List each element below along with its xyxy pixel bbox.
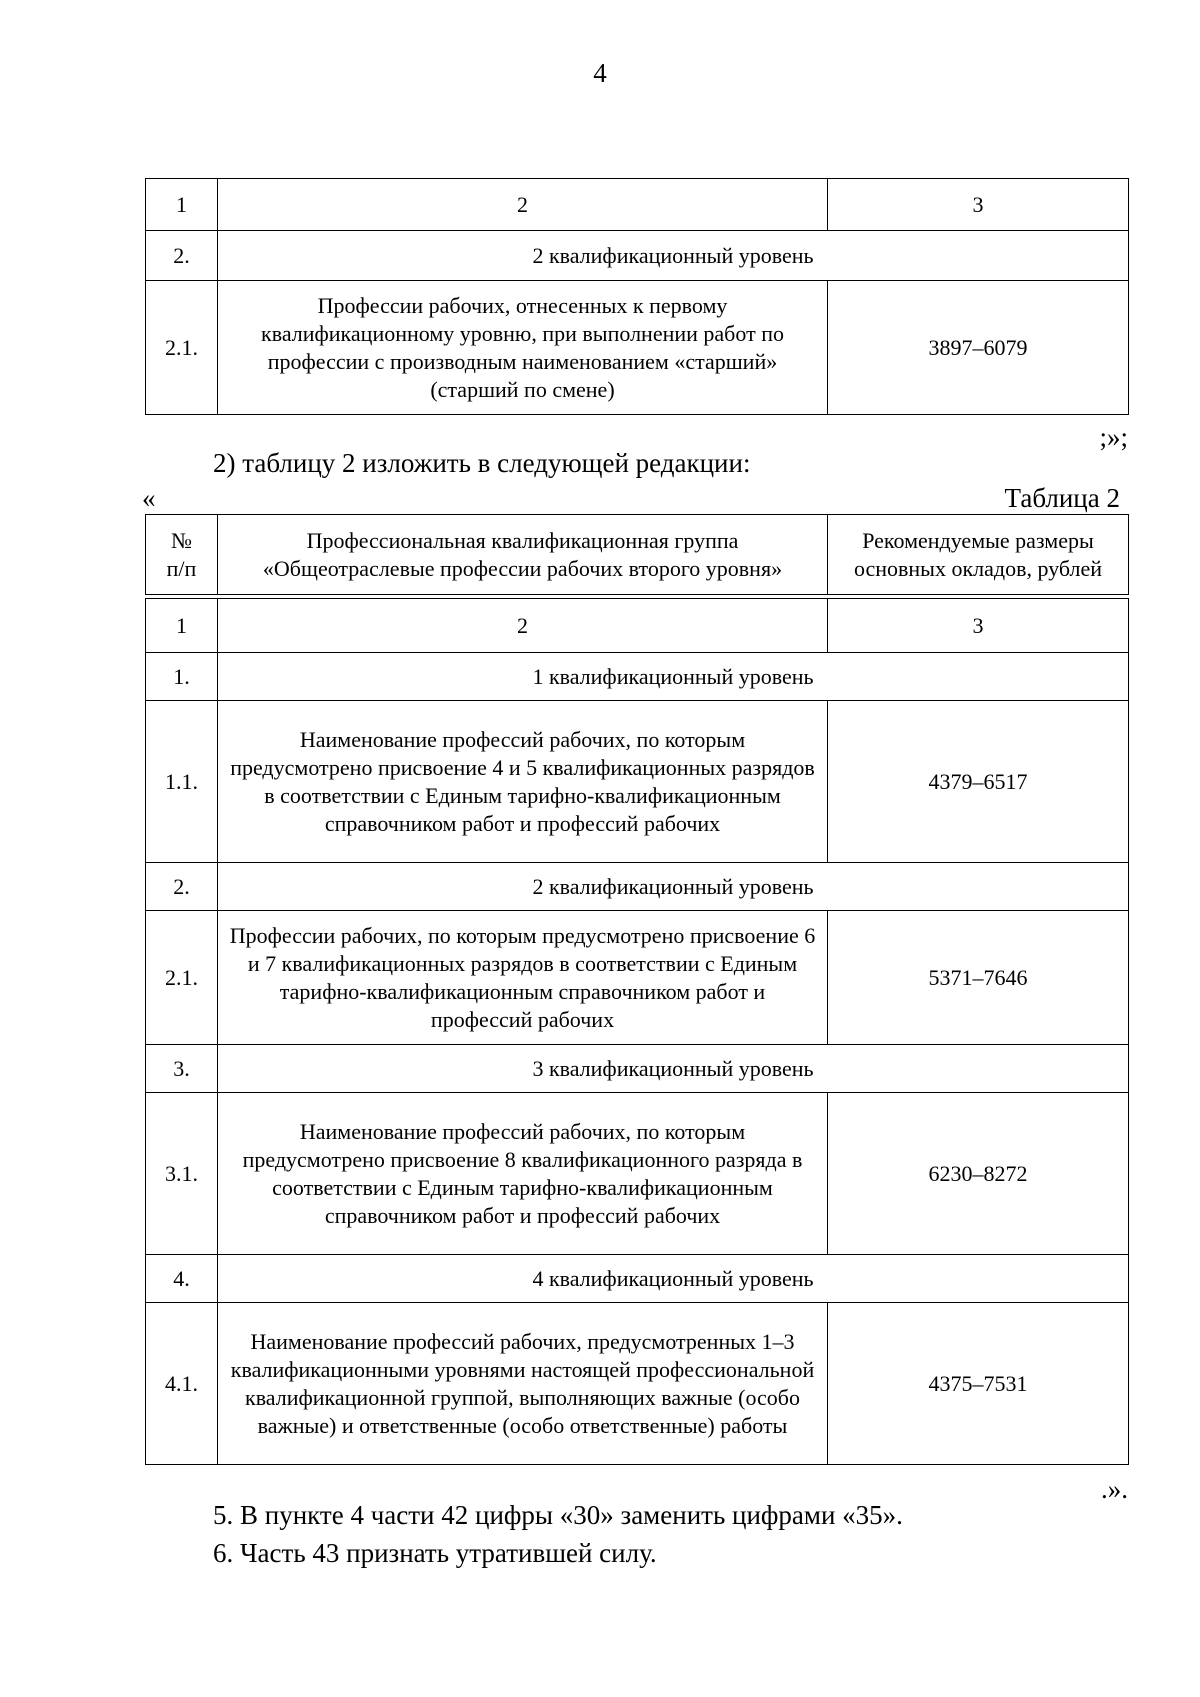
row-number-cell: 2. [146,863,218,911]
closing-quote: ;»; [1099,422,1128,452]
table-row [146,1093,1129,1255]
header-salary-cell: Рекомендуемые размеры основных окладов, рублей [828,515,1129,595]
table-row [146,599,1129,653]
paragraph-table2-intro: 2) таблицу 2 изложить в следующей редакции: [213,448,751,478]
table-continuation [145,178,1129,415]
paragraph-6: 6. Часть 43 признать утратившей силу. [213,1538,657,1568]
row-number-cell: 1. [146,653,218,701]
column-number-cell: 1 [146,599,218,653]
table-row [146,1255,1129,1303]
page-number: 4 [593,58,607,88]
profession-cell: Профессии рабочих, по которым предусмотрено присвоение 6 и 7 квалификационных разрядов в соответствии с Единым тарифно-квалификационным справочником работ и профессий рабочих [218,911,828,1045]
column-number-cell: 3 [828,599,1129,653]
table2-caption: Таблица 2 [1004,483,1120,513]
header-number-cell: № п/п [146,515,218,595]
row-number-cell: 2.1. [146,911,218,1045]
level-cell: 2 квалификационный уровень [218,231,1129,281]
profession-cell: Наименование профессий рабочих, по которым предусмотрено присвоение 8 квалификационного разряда в соответствии с Единым тарифно-квалификационным справочником работ и профессий рабочих [218,1093,828,1255]
table-row [146,179,1129,231]
salary-cell: 3897–6079 [828,281,1129,415]
table-row [146,231,1129,281]
row-number-cell: 4.1. [146,1303,218,1465]
level-cell: 4 квалификационный уровень [218,1255,1129,1303]
column-number-cell: 2 [218,179,828,231]
level-cell: 1 квалификационный уровень [218,653,1129,701]
paragraph-5: 5. В пункте 4 части 42 цифры «30» заменить цифрами «35». [213,1500,903,1530]
salary-cell: 5371–7646 [828,911,1129,1045]
table-row [146,653,1129,701]
salary-cell: 4379–6517 [828,701,1129,863]
row-number-cell: 3. [146,1045,218,1093]
profession-cell: Наименование профессий рабочих, по которым предусмотрено присвоение 4 и 5 квалификационных разрядов в соответствии с Единым тарифно-квалификационным справочником работ и профессий рабочих [218,701,828,863]
table-row [146,1045,1129,1093]
closing-quote: .». [1101,1474,1128,1504]
row-number-cell: 2. [146,231,218,281]
row-number-cell: 1.1. [146,701,218,863]
header-group-cell: Профессиональная квалификационная группа «Общеотраслевые профессии рабочих второго уровня» [218,515,828,595]
level-cell: 3 квалификационный уровень [218,1045,1129,1093]
row-number-cell: 2.1. [146,281,218,415]
salary-cell: 6230–8272 [828,1093,1129,1255]
table-row [146,911,1129,1045]
profession-cell: Наименование профессий рабочих, предусмотренных 1–3 квалификационными уровнями настоящей профессиональной квалификационной группой, выполняющих важные (особо важные) и ответственные (особо ответственные) работы [218,1303,828,1465]
table-row [146,701,1129,863]
column-number-cell: 1 [146,179,218,231]
level-cell: 2 квалификационный уровень [218,863,1129,911]
row-number-cell: 4. [146,1255,218,1303]
row-number-cell: 3.1. [146,1093,218,1255]
opening-quote: « [142,483,156,513]
table-row [146,515,1129,595]
column-number-cell: 3 [828,179,1129,231]
table-row [146,281,1129,415]
table-row [146,1303,1129,1465]
table-row [146,863,1129,911]
salary-cell: 4375–7531 [828,1303,1129,1465]
profession-cell: Профессии рабочих, отнесенных к первому квалификационному уровню, при выполнении работ по профессии с производным наименованием «старший» (старший по смене) [218,281,828,415]
table2-header [145,514,1129,595]
table2 [145,598,1129,1465]
column-number-cell: 2 [218,599,828,653]
